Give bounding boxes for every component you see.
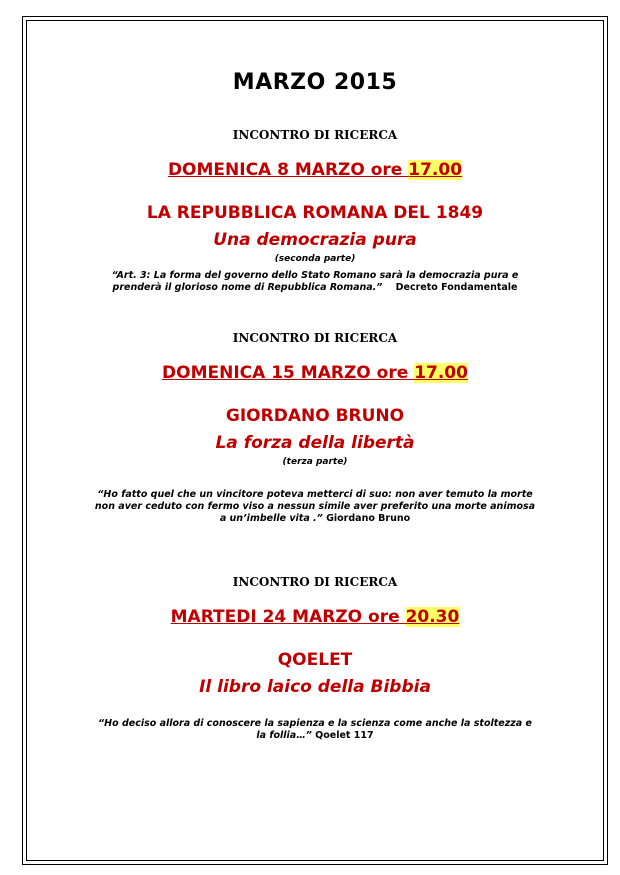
event-3-quote-source: Qoelet 117	[315, 730, 374, 741]
event-3-subtitle: Il libro laico della Bibbia	[199, 677, 431, 697]
event-3-quote-line1: “Ho deciso allora di conoscere la sapienza e la scienza come anche la stoltezza e	[98, 718, 532, 729]
event-2-date	[30, 363, 600, 383]
page-title: MARZO 2015	[232, 70, 398, 95]
event-1-date	[30, 160, 600, 180]
event-3-meeting-label: INCONTRO DI RICERCA	[232, 575, 398, 589]
event-2-topic: GIORDANO BRUNO	[225, 406, 405, 426]
event-3-quote-line2: la follia…”	[256, 730, 312, 741]
event-2-meeting-label: INCONTRO DI RICERCA	[232, 331, 398, 345]
event-2-subtitle: La forza della libertà	[215, 433, 415, 453]
event-3-time: 20.30	[405, 607, 460, 627]
event-1-quote-source: Decreto Fondamentale	[395, 282, 518, 293]
event-2-quote-line1: “Ho fatto quel che un vincitore poteva metterci di suo: non aver temuto la morte	[97, 489, 533, 500]
event-2-quote-source: Giordano Bruno	[326, 513, 411, 524]
event-2-date-text: DOMENICA 15 MARZO ore	[162, 363, 415, 383]
event-2-quote	[30, 489, 600, 525]
event-1-quote-line1: “Art. 3: La forma del governo dello Stato Romano sarà la democrazia pura e	[111, 270, 519, 281]
event-1-subtitle: Una democrazia pura	[213, 230, 417, 250]
event-2-part: (terza parte)	[282, 457, 348, 467]
event-2-time: 17.00	[414, 363, 468, 383]
event-3-date-text: MARTEDI 24 MARZO ore	[170, 607, 406, 627]
event-1-quote	[30, 270, 600, 294]
event-2-quote-line3: a un’imbelle vita .”	[219, 513, 323, 524]
event-2-quote-line2: non aver ceduto con fermo viso a nessun simile aver preferito una morte animosa	[94, 501, 536, 512]
event-1-date-text: DOMENICA 8 MARZO ore	[167, 160, 409, 180]
event-1-quote-line2: prenderà il glorioso nome di Repubblica Romana.”	[112, 282, 383, 293]
event-3-date	[30, 607, 600, 627]
event-1-part: (seconda parte)	[274, 254, 356, 264]
event-3-quote	[30, 718, 600, 742]
event-3-topic: QOELET	[277, 650, 353, 670]
event-1-topic: LA REPUBBLICA ROMANA DEL 1849	[146, 203, 484, 223]
event-1-time: 17.00	[408, 160, 463, 180]
event-1-meeting-label: INCONTRO DI RICERCA	[232, 128, 398, 142]
